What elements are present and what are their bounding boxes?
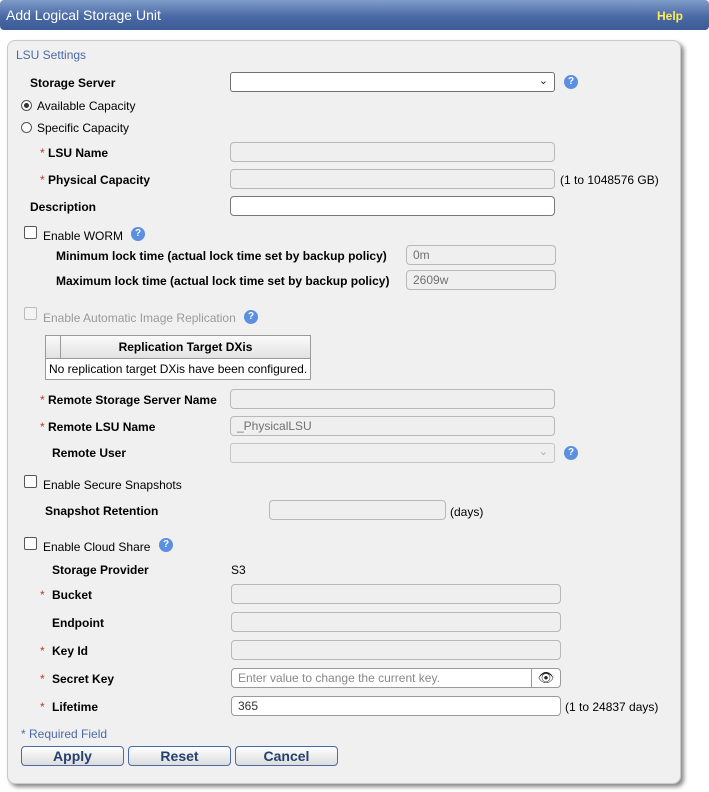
enable-worm-label: Enable WORM: [43, 229, 124, 243]
available-capacity-radio[interactable]: [21, 100, 32, 111]
replication-targets-table: [45, 335, 311, 380]
lsu-name-label: * LSU Name: [40, 146, 109, 160]
storage-server-select[interactable]: [230, 72, 555, 92]
lifetime-label: Lifetime: [52, 700, 99, 714]
lifetime-input[interactable]: 365: [231, 696, 561, 716]
key-id-label: Key Id: [52, 644, 89, 658]
enable-cloud-share-label: Enable Cloud Share: [43, 540, 151, 554]
endpoint-label: Endpoint: [52, 616, 104, 630]
min-lock-time-label: Minimum lock time (actual lock time set by backup policy): [56, 249, 387, 263]
storage-server-label: Storage Server: [30, 76, 116, 90]
physical-capacity-hint: (1 to 1048576 GB): [560, 173, 659, 187]
snapshot-retention-input[interactable]: [269, 500, 446, 520]
question-circle-icon[interactable]: ?: [159, 538, 173, 552]
required-marker: *: [40, 393, 45, 407]
required-marker: *: [40, 420, 45, 434]
enable-replication-checkbox[interactable]: [24, 307, 37, 320]
physical-capacity-label: * Physical Capacity: [40, 173, 151, 187]
snapshot-retention-unit: (days): [450, 505, 484, 519]
question-circle-icon[interactable]: ?: [564, 75, 578, 89]
required-marker: *: [40, 672, 45, 686]
table-header-label: Replication Target DXis: [118, 340, 253, 354]
remote-server-input[interactable]: [230, 389, 555, 409]
specific-capacity-radio[interactable]: [21, 122, 32, 133]
apply-button[interactable]: Apply: [21, 746, 124, 766]
chevron-down-icon: ⌄: [538, 446, 548, 458]
storage-provider-label: Storage Provider: [52, 563, 149, 577]
physical-capacity-input[interactable]: [230, 169, 555, 189]
cancel-button[interactable]: Cancel: [235, 746, 338, 766]
question-circle-icon[interactable]: ?: [244, 310, 258, 324]
snapshot-retention-label: Snapshot Retention: [45, 504, 159, 518]
max-lock-time-label: Maximum lock time (actual lock time set by backup policy): [56, 274, 390, 288]
lsu-settings-panel: [7, 40, 681, 784]
required-marker: *: [40, 700, 45, 714]
remote-server-label: * Remote Storage Server Name: [40, 393, 217, 407]
specific-capacity-label: Specific Capacity: [37, 121, 130, 135]
title-bar: [0, 0, 709, 30]
storage-provider-value: S3: [231, 563, 246, 577]
remote-user-select[interactable]: [230, 443, 555, 463]
enable-worm-checkbox[interactable]: [24, 226, 37, 239]
enable-cloud-share-checkbox[interactable]: [24, 537, 37, 550]
secret-key-label: Secret Key: [52, 672, 115, 686]
max-lock-time-input[interactable]: 2609w: [406, 270, 556, 290]
bucket-input[interactable]: [231, 584, 561, 604]
required-marker: *: [40, 146, 45, 160]
enable-replication-label: Enable Automatic Image Replication: [43, 311, 236, 325]
description-input[interactable]: [230, 196, 555, 216]
required-field-note: * Required Field: [21, 727, 108, 741]
eye-icon[interactable]: 👁: [531, 669, 560, 687]
lsu-name-input[interactable]: [230, 142, 555, 162]
secret-key-placeholder: Enter value to change the current key.: [238, 671, 440, 685]
key-id-input[interactable]: [231, 640, 561, 660]
description-label: Description: [30, 200, 97, 214]
remote-lsu-label: * Remote LSU Name: [40, 420, 156, 434]
enable-snapshots-label: Enable Secure Snapshots: [43, 478, 182, 492]
required-marker: *: [40, 588, 45, 602]
secret-key-input[interactable]: [231, 668, 561, 688]
chevron-down-icon: ⌄: [538, 75, 548, 87]
endpoint-input[interactable]: [231, 612, 561, 632]
required-marker: *: [40, 644, 45, 658]
help-link[interactable]: Help: [656, 9, 683, 23]
lifetime-hint: (1 to 24837 days): [565, 700, 659, 714]
available-capacity-label: Available Capacity: [37, 99, 136, 113]
window-title: Add Logical Storage Unit: [6, 7, 161, 23]
bucket-label: Bucket: [52, 588, 93, 602]
reset-button[interactable]: Reset: [128, 746, 231, 766]
section-title: LSU Settings: [16, 48, 87, 62]
min-lock-time-input[interactable]: 0m: [406, 245, 556, 265]
enable-snapshots-checkbox[interactable]: [24, 475, 37, 488]
required-marker: *: [40, 173, 45, 187]
table-header: [46, 336, 310, 359]
remote-lsu-input[interactable]: _PhysicalLSU: [230, 416, 555, 436]
question-circle-icon[interactable]: ?: [131, 227, 145, 241]
table-empty-row: No replication target DXis have been configured.: [49, 362, 308, 376]
remote-user-label: Remote User: [52, 446, 127, 460]
question-circle-icon[interactable]: ?: [564, 446, 578, 460]
